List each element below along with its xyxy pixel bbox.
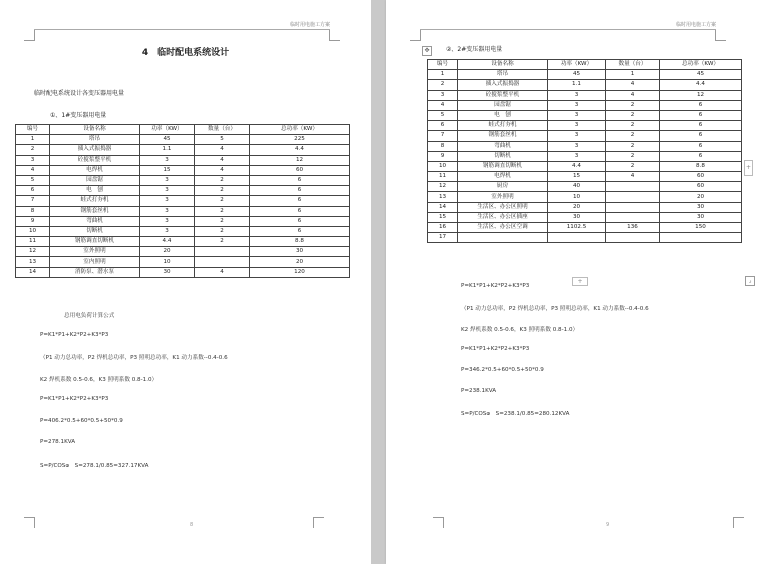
table-cell: 2 [195, 216, 250, 226]
table-row [428, 121, 742, 131]
table-cell: 电 刨 [50, 186, 140, 196]
table-cell: 3 [140, 226, 195, 236]
table-cell: 2 [606, 151, 660, 161]
table-cell: 钢筋套丝机 [50, 206, 140, 216]
table-cell: 20 [548, 202, 606, 212]
table-cell: 生活区、办公区插座 [458, 212, 548, 222]
table-cell: 225 [250, 135, 350, 145]
load-formula-title: 总用电负荷计算公式 [64, 313, 115, 319]
table-cell [606, 182, 660, 192]
table-cell: 60 [660, 172, 742, 182]
table-row [16, 237, 350, 247]
table-cell: 40 [548, 182, 606, 192]
table-row [16, 216, 350, 226]
table-row [16, 175, 350, 185]
table-cell: 1 [428, 70, 458, 80]
formula-note-line: K2 焊机系数 0.5-0.6，K3 照明系数 0.8-1.0） [40, 377, 158, 383]
table-cell [606, 233, 660, 243]
table-cell: 3 [548, 131, 606, 141]
table-cell: 1.1 [140, 145, 195, 155]
table-cell: 12 [428, 182, 458, 192]
table-cell: 砼搅浆整平机 [458, 90, 548, 100]
table-row [16, 226, 350, 236]
table-cell: 11 [16, 237, 50, 247]
table-cell: 3 [140, 155, 195, 165]
page-number: 8 [190, 522, 194, 528]
table-cell: 砼搅浆整平机 [50, 155, 140, 165]
table-cell: 4 [195, 155, 250, 165]
table-cell [606, 202, 660, 212]
table-cell: 10 [428, 161, 458, 171]
table-cell: 钢筋调直切断机 [458, 161, 548, 171]
table-cell: 120 [250, 267, 350, 277]
table-row [428, 70, 742, 80]
table-caption: ①、1#变压器用电量 [50, 112, 107, 119]
table-cell: 4 [428, 100, 458, 110]
table-cell: 6 [660, 141, 742, 151]
table-cell: 20 [140, 247, 195, 257]
table-cell: 20 [250, 257, 350, 267]
table-cell: 2 [195, 186, 250, 196]
page-header-text: 临时用电施工方案 [676, 22, 717, 28]
table-cell: 室内照明 [50, 257, 140, 267]
table-cell: 2 [428, 80, 458, 90]
table-row [16, 257, 350, 267]
table-cell: 13 [16, 257, 50, 267]
page-number: 9 [606, 522, 610, 528]
table-cell: 8.8 [250, 237, 350, 247]
column-header: 数量（台） [606, 60, 660, 70]
table-cell: 电 刨 [458, 110, 548, 120]
table-cell: 蛙式打夯机 [50, 196, 140, 206]
table-cell: 14 [428, 202, 458, 212]
table-caption: ②、2#变压器用电量 [446, 46, 503, 53]
corner-mark [433, 517, 444, 528]
table-cell: 弯曲机 [458, 141, 548, 151]
table-row [16, 155, 350, 165]
table-cell [660, 233, 742, 243]
table-cell: 消防泵、潜水泵 [50, 267, 140, 277]
corner-mark [410, 30, 421, 41]
transformer-2-load-table [427, 59, 742, 243]
table-cell: 2 [16, 145, 50, 155]
corner-mark [329, 30, 340, 41]
table-row [16, 247, 350, 257]
table-cell: 8 [16, 206, 50, 216]
table-cell: 6 [16, 186, 50, 196]
table-row [428, 100, 742, 110]
table-cell: 6 [660, 151, 742, 161]
table-row [16, 186, 350, 196]
table-cell: 室外照明 [458, 192, 548, 202]
table-cell: 2 [195, 237, 250, 247]
table-cell: 8.8 [660, 161, 742, 171]
table-cell [606, 212, 660, 222]
column-header: 设备名称 [458, 60, 548, 70]
table-row [428, 90, 742, 100]
table-cell: 3 [140, 196, 195, 206]
table-cell: 136 [606, 223, 660, 233]
table-row [16, 196, 350, 206]
table-cell: 插入式振捣器 [458, 80, 548, 90]
table-cell: 6 [660, 131, 742, 141]
table-cell: 蛙式打夯机 [458, 121, 548, 131]
table-cell: 2 [195, 206, 250, 216]
page-header-text: 临时用电施工方案 [290, 22, 331, 28]
header-rule [34, 29, 330, 30]
table-row [16, 135, 350, 145]
table-cell: 3 [548, 110, 606, 120]
table-cell: 6 [250, 226, 350, 236]
add-column-plus-icon[interactable]: + [744, 160, 753, 176]
column-header: 功率（KW） [548, 60, 606, 70]
table-cell: 12 [16, 247, 50, 257]
add-row-plus-icon[interactable]: + [572, 277, 588, 286]
table-cell: 园盘锯 [458, 100, 548, 110]
table-cell: 10 [548, 192, 606, 202]
table-cell: 6 [660, 100, 742, 110]
table-cell: 45 [140, 135, 195, 145]
table-cell: 2 [606, 141, 660, 151]
table-cell: 30 [660, 212, 742, 222]
table-cell: 13 [428, 192, 458, 202]
table-cell: 30 [250, 247, 350, 257]
formula-line: P=K1*P1+K2*P2+K3*P3 [40, 396, 109, 402]
table-row [428, 223, 742, 233]
table-cell: 16 [428, 223, 458, 233]
table-cell: 6 [250, 206, 350, 216]
corner-mark [24, 517, 35, 528]
table-cell: 5 [428, 110, 458, 120]
table-cell: 8 [428, 141, 458, 151]
table-cell: 7 [428, 131, 458, 141]
table-cell: 1 [606, 70, 660, 80]
intro-text: 临时配电系统设计各变压器用电量 [34, 90, 125, 97]
formula-note-line: （P1 动力总功率，P2 焊机总功率，P3 照明总功率，K1 动力系数--0.4-0.6 [461, 306, 649, 312]
table-row [428, 202, 742, 212]
table-cell [606, 192, 660, 202]
table-cell: 15 [428, 212, 458, 222]
table-cell: 4.4 [140, 237, 195, 247]
corner-mark [715, 30, 726, 41]
table-cell: 3 [428, 90, 458, 100]
table-cell: 4 [606, 80, 660, 90]
corner-mark [733, 517, 744, 528]
table-cell: 2 [606, 100, 660, 110]
column-header: 总功率（KW） [660, 60, 742, 70]
table-cell: 插入式振捣器 [50, 145, 140, 155]
table-cell: 1 [16, 135, 50, 145]
table-row [428, 131, 742, 141]
table-row [16, 206, 350, 216]
table-cell: 4 [195, 165, 250, 175]
formula-line: P=K1*P1+K2*P2+K3*P3 [40, 332, 109, 338]
table-cell: 4 [16, 165, 50, 175]
table-cell: 45 [660, 70, 742, 80]
table-row [16, 145, 350, 155]
document-page-1 [0, 0, 371, 564]
table-cell: 2 [606, 131, 660, 141]
table-cell: 4.4 [250, 145, 350, 155]
table-cell: 3 [548, 151, 606, 161]
calc-line: S=P/COSⱷ S=238.1/0.85=280.12KVA [461, 411, 570, 417]
table-cell: 9 [16, 216, 50, 226]
table-row [428, 110, 742, 120]
table-cell: 17 [428, 233, 458, 243]
table-cell: 12 [660, 90, 742, 100]
table-move-handle-icon[interactable]: ✥ [422, 46, 432, 56]
table-cell: 4 [195, 145, 250, 155]
table-cell: 2 [606, 110, 660, 120]
table-cell: 4.4 [660, 80, 742, 90]
table-row [16, 267, 350, 277]
table-cell: 6 [660, 121, 742, 131]
table-cell: 6 [660, 110, 742, 120]
column-header: 总功率（KW） [250, 125, 350, 135]
table-cell: 5 [16, 175, 50, 185]
table-cell: 2 [195, 226, 250, 236]
table-row [428, 151, 742, 161]
table-cell: 2 [195, 175, 250, 185]
table-cell: 5 [195, 135, 250, 145]
formula-note-line: K2 焊机系数 0.5-0.6，K3 照明系数 0.8-1.0） [461, 327, 579, 333]
table-cell: 6 [250, 186, 350, 196]
table-cell: 切断机 [50, 226, 140, 236]
table-cell: 10 [140, 257, 195, 267]
table-cell: 3 [548, 121, 606, 131]
corner-mark [313, 517, 324, 528]
table-row [428, 212, 742, 222]
table-row [428, 172, 742, 182]
table-cell [548, 233, 606, 243]
table-cell: 15 [548, 172, 606, 182]
calc-line: P=278.1KVA [40, 439, 76, 445]
table-cell: 12 [250, 155, 350, 165]
table-cell: 6 [250, 196, 350, 206]
table-cell: 弯曲机 [50, 216, 140, 226]
table-cell: 1.1 [548, 80, 606, 90]
table-header-row [16, 125, 350, 135]
table-cell: 4.4 [548, 161, 606, 171]
table-cell: 钢筋调直切断机 [50, 237, 140, 247]
corner-mark [24, 30, 35, 41]
table-cell: 30 [140, 267, 195, 277]
table-cell: 45 [548, 70, 606, 80]
table-cell: 30 [660, 202, 742, 212]
table-cell: 生活区、办公区空调 [458, 223, 548, 233]
formula-line: P=K1*P1+K2*P2+K3*P3 [461, 346, 530, 352]
table-row [428, 182, 742, 192]
table-cell: 室外照明 [50, 247, 140, 257]
table-cell: 7 [16, 196, 50, 206]
table-cell: 电焊机 [50, 165, 140, 175]
table-cell: 60 [250, 165, 350, 175]
table-cell: 切断机 [458, 151, 548, 161]
table-cell: 14 [16, 267, 50, 277]
table-cell: 150 [660, 223, 742, 233]
table-cell: 11 [428, 172, 458, 182]
table-cell: 60 [660, 182, 742, 192]
table-cell: 4 [195, 267, 250, 277]
table-cell: 6 [428, 121, 458, 131]
table-cell: 6 [250, 216, 350, 226]
table-cell: 生活区、办公区照明 [458, 202, 548, 212]
table-cell: 3 [548, 100, 606, 110]
column-header: 设备名称 [50, 125, 140, 135]
table-cell: 塔吊 [50, 135, 140, 145]
calc-line: S=P/COSⱷ S=278.1/0.85=327.17KVA [40, 463, 149, 469]
table-cell: 2 [606, 161, 660, 171]
table-cell: 1102.5 [548, 223, 606, 233]
table-row [428, 161, 742, 171]
page-gap [371, 0, 386, 564]
table-cell: 6 [250, 175, 350, 185]
table-cell: 10 [16, 226, 50, 236]
table-cell: 2 [195, 196, 250, 206]
table-row [428, 192, 742, 202]
table-cell: 厨房 [458, 182, 548, 192]
table-cell: 园盘锯 [50, 175, 140, 185]
table-row [428, 141, 742, 151]
column-header: 编号 [428, 60, 458, 70]
table-cell [458, 233, 548, 243]
header-rule [420, 29, 716, 30]
column-header: 数量（台） [195, 125, 250, 135]
table-cell: 3 [548, 90, 606, 100]
table-cell: 4 [606, 90, 660, 100]
formula-note-line: （P1 动力总功率，P2 焊机总功率，P3 照明总功率，K1 动力系数--0.4-0.6 [40, 355, 228, 361]
table-cell: 3 [140, 175, 195, 185]
table-cell [195, 257, 250, 267]
table-cell: 4 [606, 172, 660, 182]
calc-line: P=238.1KVA [461, 388, 497, 394]
table-row [16, 165, 350, 175]
table-cell: 20 [660, 192, 742, 202]
table-header-row [428, 60, 742, 70]
table-row [428, 80, 742, 90]
column-header: 功率（KW） [140, 125, 195, 135]
calc-line: P=346.2*0.5+60*0.5+50*0.9 [461, 367, 544, 373]
table-cell: 3 [140, 216, 195, 226]
table-cell [195, 247, 250, 257]
calc-line: P=406.2*0.5+60*0.5+50*0.9 [40, 418, 123, 424]
table-cell: 2 [606, 121, 660, 131]
table-cell: 钢筋套丝机 [458, 131, 548, 141]
table-resize-handle-icon[interactable]: ⌟ [745, 276, 755, 286]
column-header: 编号 [16, 125, 50, 135]
section-title: 4 临时配电系统设计 [141, 48, 230, 58]
table-cell: 9 [428, 151, 458, 161]
formula-line: P=K1*P1+K2*P2+K3*P3 [461, 283, 530, 289]
transformer-1-load-table [15, 124, 350, 278]
table-cell: 3 [140, 186, 195, 196]
table-cell: 15 [140, 165, 195, 175]
table-cell: 电焊机 [458, 172, 548, 182]
table-cell: 3 [16, 155, 50, 165]
table-cell: 塔吊 [458, 70, 548, 80]
table-cell: 30 [548, 212, 606, 222]
table-cell: 3 [548, 141, 606, 151]
table-row [428, 233, 742, 243]
table-cell: 3 [140, 206, 195, 216]
